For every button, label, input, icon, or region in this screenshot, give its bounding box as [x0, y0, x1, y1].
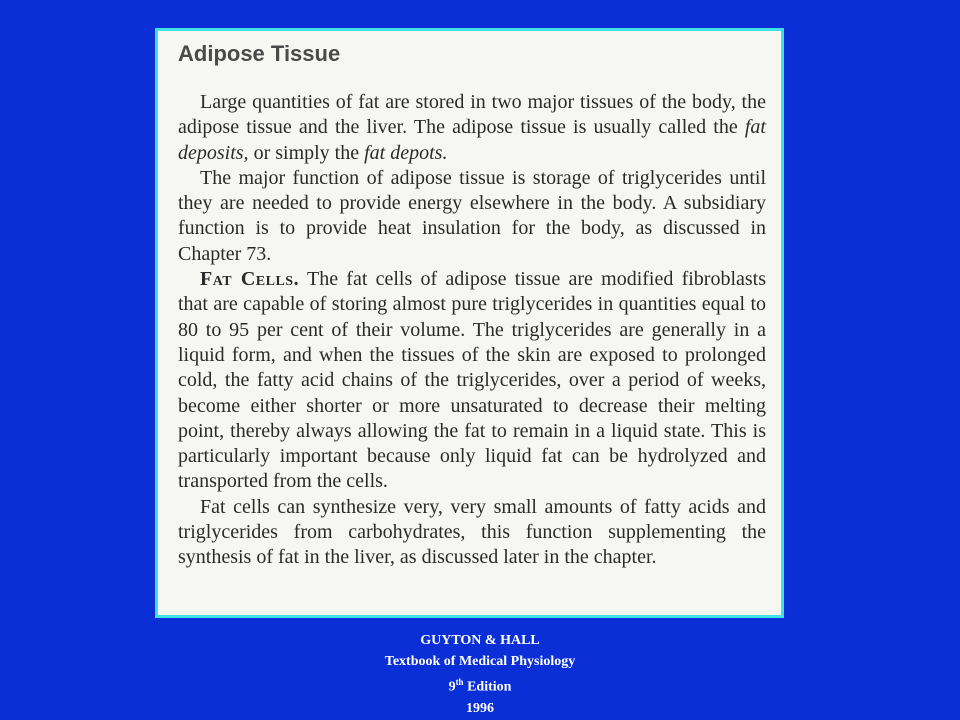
paragraph-2: The major function of adipose tissue is storage of triglycerides until they are needed to provide energy elsewhere in the body. A subsidiary function is to provide heat insulation for the body, as discussed in Chapter 73.	[178, 166, 766, 265]
textbook-page-scan	[155, 28, 784, 618]
edition-number: 9	[448, 679, 456, 695]
edition-word: Edition	[467, 679, 512, 695]
term-fat-deposits: fat deposits,	[178, 116, 766, 164]
paragraph-3-text: The fat cells of adipose tissue are modified fibroblasts that are capable of storing almost pure triglycerides in quantities equal to 80 to 95 per cent of their volume. The triglycerides are generally in a liquid form, and when the tissues of the skin are exposed to prolonged cold, the fatty acid chains of the triglycerides, over a period of weeks, become either shorter or more unsaturated to decrease their melting point, thereby always allowing the fat to remain in a liquid state. This is particularly important because only liquid fat can be hydrolyzed and transported from the cells.	[178, 268, 767, 493]
body-text	[178, 90, 766, 571]
caption-book-title: Textbook of Medical Physiology	[384, 654, 576, 669]
section-heading: Adipose Tissue	[178, 41, 341, 66]
paragraph-1	[178, 90, 766, 166]
paragraph-1-text-a: Large quantities of fat are stored in two major tissues of the body, the adipose tissue and the liver. The adipose tissue is usually called the	[178, 91, 766, 139]
paragraph-3	[178, 267, 766, 495]
term-fat-depots: fat depots.	[364, 141, 448, 164]
run-in-heading-fat-cells: Fat Cells.	[200, 268, 300, 291]
paragraph-4: Fat cells can synthesize very, very small amounts of fatty acids and triglycerides from carbohydrates, this function supplementing the synthesis of fat in the liver, as discussed later in the chapter.	[178, 495, 766, 569]
caption-authors: GUYTON & HALL	[420, 633, 540, 648]
paragraph-1-text-b: or simply the	[248, 141, 365, 164]
caption-edition	[0, 672, 960, 698]
edition-suffix: th	[455, 677, 464, 687]
source-caption	[0, 630, 960, 719]
caption-year: 1996	[466, 700, 494, 716]
